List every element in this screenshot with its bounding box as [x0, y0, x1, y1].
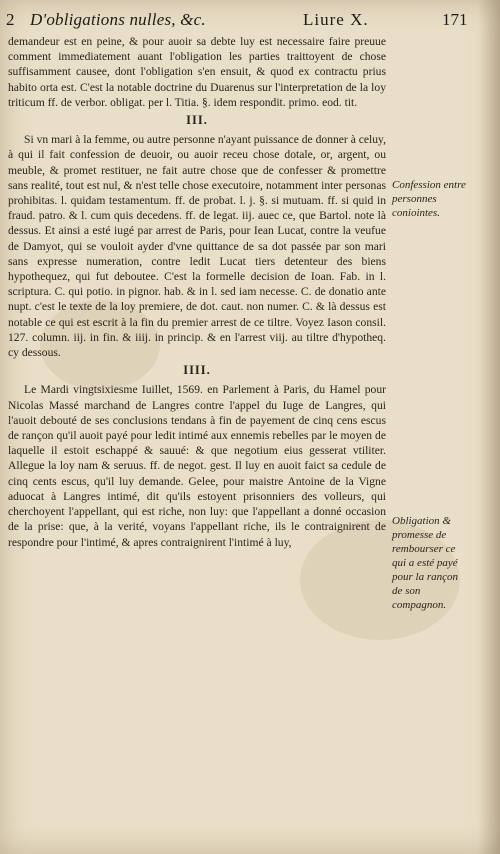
margin-note-confession: Confession entre personnes coniointes. — [392, 179, 466, 219]
page-number: 171 — [442, 10, 468, 29]
margin-note-obligation: Obligation & promesse de rembourser ce qui a esté payé pour la rançon de son compagnon. — [392, 515, 458, 611]
section-heading-3: III. — [186, 113, 208, 128]
intro-paragraph: demandeur est en peine, & pour auoir sa debte luy est necessaire faire preuue comment immediatement auant l'obligation les parties traittoyent de chose suffisamment causee, dont l'obligation s'en ensuit, & quod ex contractu prius habito orta est. C'est la notable doctrine du Duarenus sur l'interpretation de la loy triticum ff. de verbor. obligat. per l. Titia. §. idem respondit. primo. eod. tit. — [8, 35, 386, 109]
header-left-number: 2 — [6, 10, 15, 29]
page-body — [8, 34, 386, 550]
section-3-paragraph: Si vn mari à la femme, ou autre personne n'ayant puissance de donner à celuy, à qui il fait confession de deuoir, ou auoir receu chose dotale, or, argent, ou meuble, & promet restituer, ne fait autre chose que de confesser & promettre sans realité, tout est nul, & n'est telle chose executoire, notamment inter personas prohibitas. l. quidam testamentum. ff. de probat. l. j. §. si mutuam. ff. si quid in fraud. patro. & l. cum quis decedens. ff. de legat. iij. auec ce, que Bartol. note là dessus. Et ainsi a esté iugé par arrest de Paris, pour Iean Lucat, contre la veufue de Damyot, qui se vouloit ayder d'vne quittance de sa dot passée par son mari sans expresse numeration, contre ledit Lucat tiers detenteur des biens hypothequez, qui fut deboutee. C'est la formelle decision de Ioan. Fab. in l. scriptura. C. qui potio. in pignor. hab. & in l. sed iam necesse. C. de donatio ante nupt. c'est le texte de la loy premiere, de dot. caut. non numer. C. & là dessus est notable ce qui est escrit à la fin du premier arrest de ce tiltre. Voyez Iason consil. 127. column. iij. in fin. & iiij. in princip. & en l'arrest viij. au tiltre d'hypotheq. cy dessous. — [8, 133, 386, 360]
section-heading-4: IIII. — [183, 363, 211, 378]
header-title: D'obligations nulles, &c. — [30, 10, 206, 29]
section-4-paragraph: Le Mardi vingtsixiesme Iuillet, 1569. en Parlement à Paris, du Hamel pour Nicolas Massé marchand de Langres contre l'appel du Iuge de Langres, qui l'auoit debouté de ses conclusions tendans à fin de payement de cinq cens escus de rançon qu'il auoit payé pour ledit intimé aux ennemis rebelles par le moyen de laquelle il estoit eschappé & sauué: & que negotium eius gesserat vtiliter. Allegue la loy nam & seruus. ff. de negot. gest. Il luy en auoit faict sa cedule de cinq cents escus, qu'il luy demande. Gelee, pour maistre Antoine de la Vigne aduocat à Langres intimé, dit qu'ils estoyent prisonniers des volleurs, qui cherchoyent l'appellant, qui est riche, non luy: que l'appellant a donné occasion de la prise: que, à la verité, voyans l'appellant riche, ils le contraignirent de respondre pour l'intimé, & apres contraignirent l'intimé à luy, — [8, 383, 386, 549]
header-book: Liure X. — [303, 10, 369, 29]
page-edge-shadow — [478, 0, 500, 854]
